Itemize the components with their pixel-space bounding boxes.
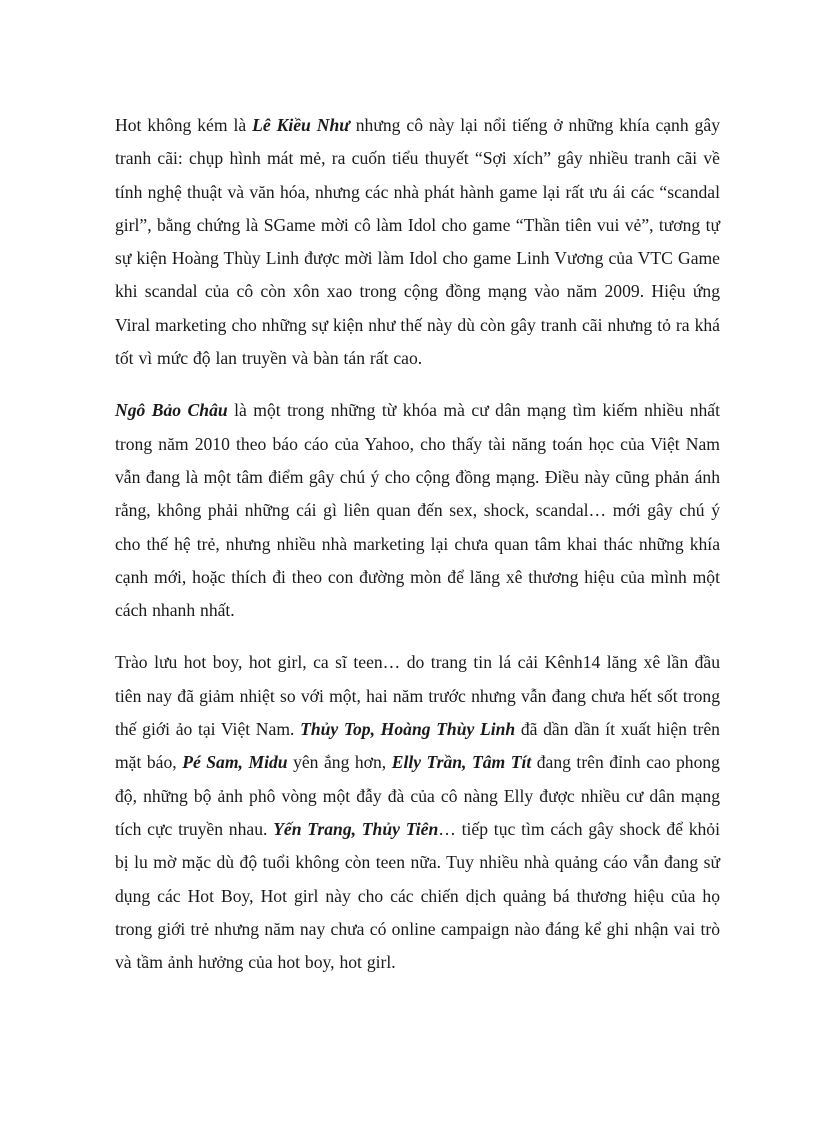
text-run: đã dần dần ít xuất hiện trên mặt báo,	[115, 719, 720, 773]
highlighted-name: Ngô Bảo Châu	[115, 400, 228, 421]
text-run: yên ắng hơn,	[287, 752, 392, 773]
text-run: đang trên đỉnh cao phong độ, những bộ ảnh phô vòng một đẫy đà của cô nàng Elly được nhiều cư dân mạng tích cực truyền nhau.	[115, 752, 720, 839]
paragraph-le-kieu-nhu	[115, 109, 720, 375]
text-run: nhưng cô này lại nổi tiếng ở những khía cạnh gây tranh cãi: chụp hình mát mẻ, ra cuốn tiểu thuyết “Sợi xích” gây nhiều tranh cãi về tính nghệ thuật và văn hóa, nhưng các nhà phát hành game lại rất ưu ái các “scandal girl”, bằng chứng là SGame mời cô làm Idol cho game “Thần tiên vui vẻ”, tương tự sự kiện Hoàng Thùy Linh được mời làm Idol cho game Linh Vương của VTC Game khi scandal của cô còn xôn xao trong cộng đồng mạng vào năm 2009. Hiệu ứng Viral marketing cho những sự kiện như thế này dù còn gây tranh cãi nhưng tỏ ra khá tốt vì mức độ lan truyền và bàn tán rất cao.	[115, 115, 720, 369]
paragraph-ngo-bao-chau	[115, 394, 720, 627]
text-run: Trào lưu hot boy, hot girl, ca sĩ teen… do trang tin lá cải Kênh14 lăng xê lần đầu tiên nay đã giảm nhiệt so với một, hai năm trước nhưng vẫn đang chưa hết sốt trong thế giới ảo tại Việt Nam.	[115, 652, 720, 740]
paragraph-hot-boy-hot-girl	[115, 646, 720, 979]
highlighted-name: Yến Trang, Thủy Tiên	[273, 818, 439, 839]
text-run: là một trong những từ khóa mà cư dân mạng tìm kiếm nhiều nhất trong năm 2010 theo báo cáo của Yahoo, cho thấy tài năng toán học của Việt Nam vẫn đang là một tâm điểm gây chú ý cho cộng đồng mạng. Điều này cũng phản ánh rằng, không phải những cái gì liên quan đến sex, shock, scandal… mới gây chú ý cho thế hệ trẻ, nhưng nhiều nhà marketing lại chưa quan tâm khai thác những khía cạnh mới, hoặc thích đi theo con đường mòn để lăng xê thương hiệu của mình một cách nhanh nhất.	[115, 400, 720, 621]
text-run: Hot không kém là	[115, 115, 253, 135]
text-run: … tiếp tục tìm cách gây shock để khỏi bị lu mờ mặc dù độ tuổi không còn teen nữa. Tuy nhiều nhà quảng cáo vẫn đang sử dụng các Hot Boy, Hot girl này cho các chiến dịch quảng bá thương hiệu của họ trong giới trẻ nhưng năm nay chưa có online campaign nào đáng kể ghi nhận vai trò và tầm ảnh hưởng của hot boy, hot girl.	[115, 818, 720, 973]
highlighted-name: Thủy Top, Hoàng Thùy Linh	[300, 719, 516, 740]
highlighted-name: Lê Kiều Như	[252, 115, 350, 135]
highlighted-name: Pé Sam, Midu	[182, 752, 288, 773]
highlighted-name: Elly Trần, Tâm Tít	[391, 752, 532, 773]
